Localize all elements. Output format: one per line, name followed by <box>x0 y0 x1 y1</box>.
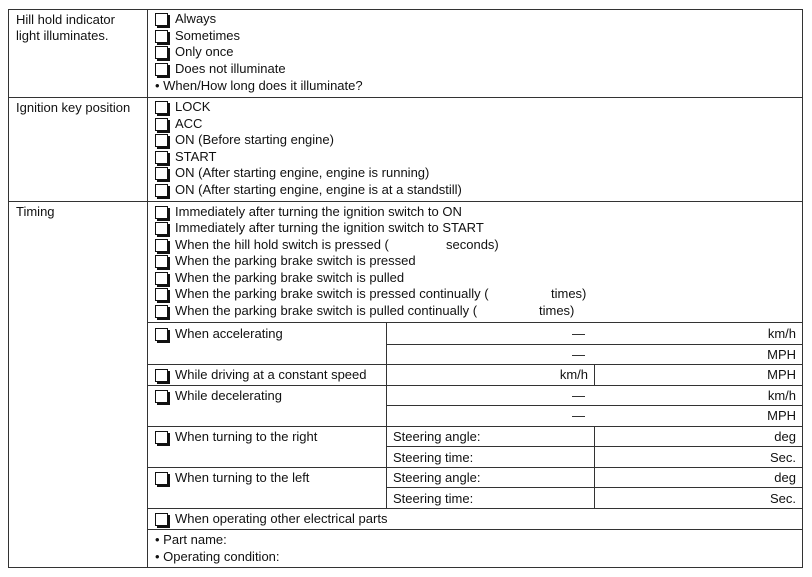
checkbox-parking-pressed-continually[interactable] <box>155 288 168 301</box>
checkbox-always[interactable] <box>155 13 168 26</box>
checkbox-acc[interactable] <box>155 118 168 131</box>
checkbox-parking-pulled[interactable] <box>155 272 168 285</box>
row-divider <box>147 508 803 509</box>
option-parking-pressed: When the parking brake switch is pressed <box>175 253 416 268</box>
right-deg-unit: deg <box>774 429 796 444</box>
accel-mph-unit: MPH <box>767 347 796 362</box>
checkbox-sometimes[interactable] <box>155 30 168 43</box>
option-always: Always <box>175 11 217 26</box>
option-acc: ACC <box>175 116 203 131</box>
option-does-not-illuminate: Does not illuminate <box>175 61 286 76</box>
left-steering-angle-label: Steering angle: <box>393 470 481 485</box>
option-lock: LOCK <box>175 99 211 114</box>
checkbox-turning-left[interactable] <box>155 472 168 485</box>
checkbox-on-engine-running[interactable] <box>155 167 168 180</box>
row-divider <box>8 97 803 98</box>
checkbox-after-ign-on[interactable] <box>155 206 168 219</box>
times-suffix-2: times) <box>539 303 575 318</box>
option-parking-pulled: When the parking brake switch is pulled <box>175 270 405 285</box>
column-divider <box>594 426 595 508</box>
checkbox-hill-hold-pressed[interactable] <box>155 239 168 252</box>
option-on-engine-standstill: ON (After starting engine, engine is at a standstill) <box>175 182 462 197</box>
option-only-once: Only once <box>175 44 234 59</box>
decel-mph-dash: — <box>572 408 585 423</box>
checkbox-turning-right[interactable] <box>155 431 168 444</box>
table-border-bottom <box>8 567 803 568</box>
option-other-electrical-parts: When operating other electrical parts <box>175 511 388 526</box>
row-divider <box>386 405 803 406</box>
option-sometimes: Sometimes <box>175 28 241 43</box>
ignition-label: Ignition key position <box>16 100 131 115</box>
decel-mph-unit: MPH <box>767 408 796 423</box>
constant-kmh-unit: km/h <box>559 367 588 382</box>
column-divider <box>594 364 595 385</box>
option-constant-speed: While driving at a constant speed <box>175 367 367 382</box>
constant-mph-unit: MPH <box>767 367 796 382</box>
option-start: START <box>175 149 217 164</box>
table-border-right <box>802 9 803 568</box>
right-steering-angle-label: Steering angle: <box>393 429 481 444</box>
option-after-ign-start: Immediately after turning the ignition switch to START <box>175 220 484 235</box>
row-divider <box>8 201 803 202</box>
row-divider <box>147 529 803 530</box>
checkbox-lock[interactable] <box>155 101 168 114</box>
option-accelerating: When accelerating <box>175 326 283 341</box>
row-divider <box>147 426 803 427</box>
right-sec-unit: Sec. <box>769 450 796 465</box>
row-divider <box>147 322 803 323</box>
checkbox-parking-pulled-continually[interactable] <box>155 305 168 318</box>
checkbox-constant-speed[interactable] <box>155 369 168 382</box>
checkbox-on-engine-standstill[interactable] <box>155 184 168 197</box>
checkbox-after-ign-start[interactable] <box>155 222 168 235</box>
option-on-engine-running: ON (After starting engine, engine is running) <box>175 165 430 180</box>
decel-kmh-dash: — <box>572 388 585 403</box>
seconds-suffix: seconds) <box>446 237 499 252</box>
table-border-left <box>8 9 9 568</box>
option-decelerating: While decelerating <box>175 388 282 403</box>
option-turning-left: When turning to the left <box>175 470 310 485</box>
right-steering-time-label: Steering time: <box>393 450 474 465</box>
left-deg-unit: deg <box>774 470 796 485</box>
option-after-ign-on: Immediately after turning the ignition switch to ON <box>175 204 462 219</box>
option-parking-pulled-continually: When the parking brake switch is pulled continually ( <box>175 303 478 318</box>
row-divider <box>386 344 803 345</box>
checkbox-only-once[interactable] <box>155 46 168 59</box>
part-name-label: • Part name: <box>155 532 227 547</box>
checkbox-on-before-start[interactable] <box>155 134 168 147</box>
row-divider <box>147 467 803 468</box>
table-border-top <box>8 9 803 10</box>
operating-condition-label: • Operating condition: <box>155 549 280 564</box>
timing-label: Timing <box>16 204 55 219</box>
hill-hold-label-line2: light illuminates. <box>16 28 109 43</box>
accel-kmh-dash: — <box>572 326 585 341</box>
option-turning-right: When turning to the right <box>175 429 318 444</box>
left-sec-unit: Sec. <box>769 491 796 506</box>
column-divider <box>147 9 148 568</box>
checkbox-other-electrical-parts[interactable] <box>155 513 168 526</box>
hill-hold-label-line1: Hill hold indicator <box>16 12 115 27</box>
row-divider <box>147 385 803 386</box>
left-steering-time-label: Steering time: <box>393 491 474 506</box>
option-hill-hold-pressed: When the hill hold switch is pressed ( <box>175 237 389 252</box>
column-divider <box>386 322 387 508</box>
checkbox-start[interactable] <box>155 151 168 164</box>
checkbox-decelerating[interactable] <box>155 390 168 403</box>
decel-kmh-unit: km/h <box>767 388 796 403</box>
checkbox-does-not-illuminate[interactable] <box>155 63 168 76</box>
option-on-before-start: ON (Before starting engine) <box>175 132 334 147</box>
accel-kmh-unit: km/h <box>767 326 796 341</box>
times-suffix-1: times) <box>551 286 587 301</box>
accel-mph-dash: — <box>572 347 585 362</box>
illumination-note: • When/How long does it illuminate? <box>155 78 363 93</box>
option-parking-pressed-continually: When the parking brake switch is pressed continually ( <box>175 286 489 301</box>
checkbox-accelerating[interactable] <box>155 328 168 341</box>
checkbox-parking-pressed[interactable] <box>155 255 168 268</box>
row-divider <box>147 364 803 365</box>
